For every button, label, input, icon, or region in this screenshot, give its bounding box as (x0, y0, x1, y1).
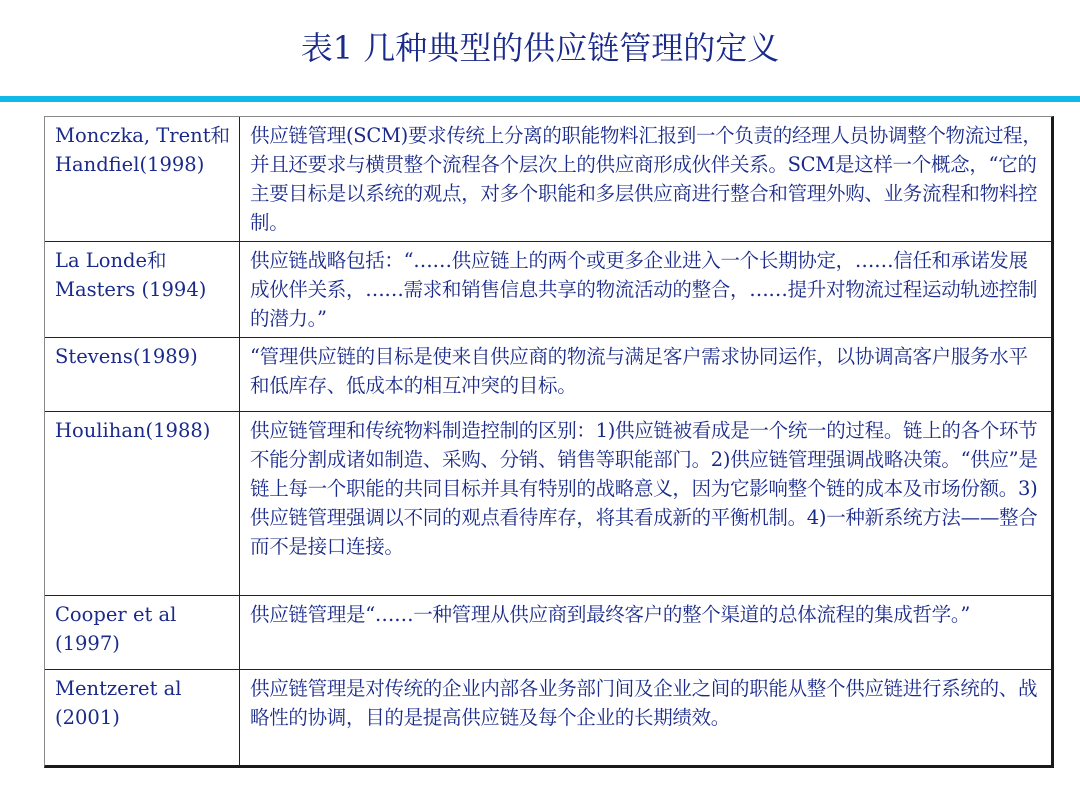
definition-cell: 供应链管理和传统物料制造控制的区别：1)供应链被看成是一个统一的过程。链上的各个环节不能分割成诸如制造、采购、分销、销售等职能部门。2)供应链管理强调战略决策。“供应”是链上每一个职能的共同目标并具有特别的战略意义，因为它影响整个链的成本及市场份额。3)供应链管理强调以不同的观点看待库存，将其看成新的平衡机制。4)一种新系统方法——整合而不是接口连接。 (240, 411, 1053, 595)
definition-cell: 供应链管理是对传统的企业内部各业务部门间及企业之间的职能从整个供应链进行系统的、战略性的协调，目的是提高供应链及每个企业的长期绩效。 (240, 669, 1053, 766)
page-title: 表1 几种典型的供应链管理的定义 (300, 29, 780, 67)
table-row (45, 337, 1052, 411)
author-cell: Houlihan(1988) (45, 411, 240, 595)
definition-cell: 供应链战略包括：“……供应链上的两个或更多企业进入一个长期协定，……信任和承诺发展成伙伴关系，……需求和销售信息共享的物流活动的整合，……提升对物流过程运动轨迹控制的潜力。” (240, 241, 1053, 337)
table-row (45, 411, 1052, 595)
definition-cell: “管理供应链的目标是使来自供应商的物流与满足客户需求协同运作，以协调高客户服务水平和低库存、低成本的相互冲突的目标。 (240, 337, 1053, 411)
title-divider (0, 96, 1080, 102)
definition-cell: 供应链管理(SCM)要求传统上分离的职能物料汇报到一个负责的经理人员协调整个物流过程，并且还要求与横贯整个流程各个层次上的供应商形成伙伴关系。SCM是这样一个概念，“它的主要目标是以系统的观点，对多个职能和多层供应商进行整合和管理外购、业务流程和物料控制。 (240, 117, 1053, 241)
definitions-table (45, 117, 1052, 766)
table-row (45, 241, 1052, 337)
table-row (45, 595, 1052, 669)
table-row (45, 669, 1052, 766)
table-row (45, 117, 1052, 241)
definition-cell: 供应链管理是“……一种管理从供应商到最终客户的整个渠道的总体流程的集成哲学。” (240, 595, 1053, 669)
author-cell: Monczka, Trent和 Handfiel(1998) (45, 117, 240, 241)
author-cell: Mentzeret al (2001) (45, 669, 240, 766)
author-cell: Cooper et al (1997) (45, 595, 240, 669)
author-cell: La Londe和 Masters (1994) (45, 241, 240, 337)
author-cell: Stevens(1989) (45, 337, 240, 411)
definitions-table-frame (44, 116, 1054, 768)
